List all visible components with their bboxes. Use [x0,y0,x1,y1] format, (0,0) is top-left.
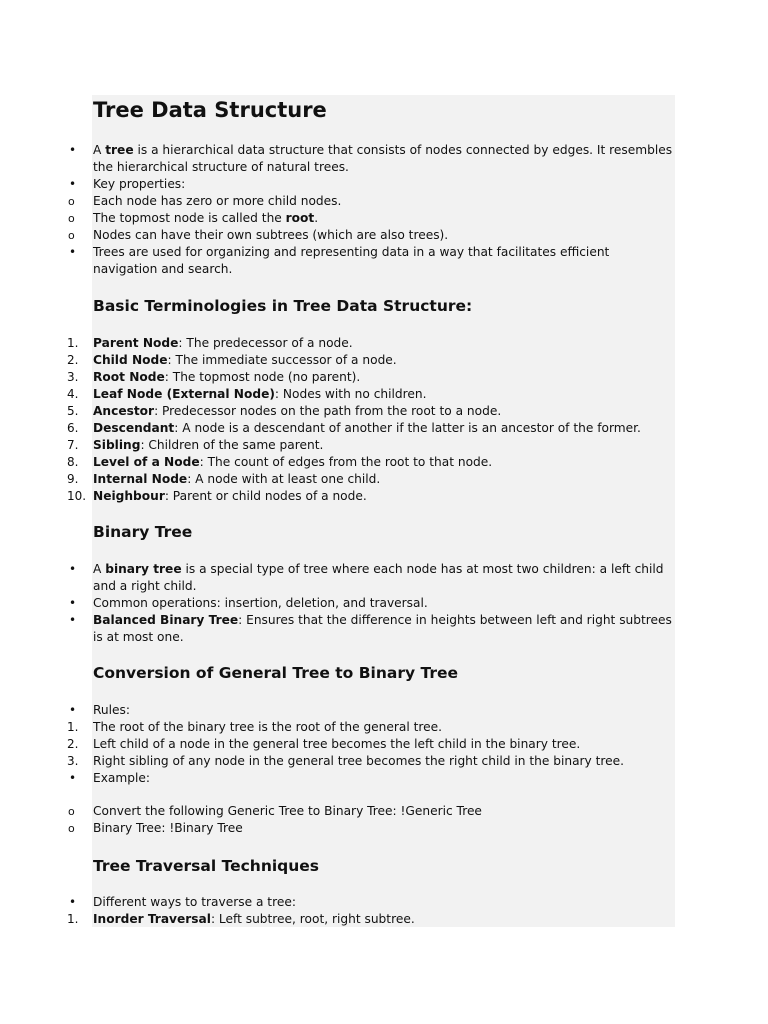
list-item-text [93,770,675,787]
list-marker: o [68,195,75,208]
list-item [0,561,768,595]
list-marker: • [69,703,77,717]
list-item-text [93,719,675,736]
list-item-text [93,488,675,505]
traversal-heading: Tree Traversal Techniques [93,857,320,875]
list-item-text [93,227,675,244]
list-item [0,420,768,437]
list-item-text [93,386,675,403]
text-segment: Nodes can have their own subtrees (which are also trees). [93,228,449,242]
list-item-text [93,193,675,210]
binary-tree-list [0,561,768,646]
text-segment: Convert the following Generic Tree to Binary Tree: !Generic Tree [93,804,482,818]
list-item [0,612,768,646]
list-item [0,227,768,244]
list-item [0,369,768,386]
list-item [0,352,768,369]
list-marker: o [68,229,75,242]
list-item-text [93,612,675,646]
list-marker: 4. [67,387,79,401]
bold-term: tree [105,143,134,157]
list-item [0,142,768,176]
list-item [0,770,768,787]
list-marker: 1. [67,720,79,734]
list-item-text [93,335,675,352]
bold-term: Leaf Node (External Node) [93,387,275,401]
text-segment: A [93,562,106,576]
bold-term: binary tree [105,562,182,576]
list-marker: 7. [67,438,79,452]
text-segment: : Nodes with no children. [274,387,427,401]
list-marker: 8. [67,455,79,469]
list-item [0,736,768,753]
list-item [0,702,768,719]
text-segment: : A node with at least one child. [187,472,381,486]
list-marker: o [68,805,75,818]
text-segment: : Ensures that the difference in heights between left and right subtrees is at most one. [93,613,672,644]
list-marker: 2. [67,353,79,367]
bold-term: root [285,211,315,225]
bold-term: Neighbour [93,489,165,503]
list-item [0,386,768,403]
list-marker: o [68,822,75,835]
list-item-text [93,561,675,595]
text-segment: Each node has zero or more child nodes. [93,194,342,208]
list-item [0,176,768,193]
text-segment: : The count of edges from the root to that node. [199,455,493,469]
list-marker: 10. [67,489,87,503]
bold-term: Child Node [93,353,168,367]
text-segment: : Children of the same parent. [140,438,324,452]
list-item [0,595,768,612]
list-item [0,210,768,227]
bold-term: Sibling [93,438,141,452]
text-segment: Binary Tree: !Binary Tree [93,821,243,835]
list-item [0,803,768,820]
text-segment: is a hierarchical data structure that consists of nodes connected by edges. It resembles the hierarchical structure of natural trees. [93,143,673,174]
list-item [0,193,768,210]
conversion-list [0,702,768,787]
list-item [0,454,768,471]
intro-list [0,142,768,278]
list-item [0,894,768,911]
list-marker: 3. [67,370,79,384]
list-marker: o [68,212,75,225]
list-item-text [93,894,675,911]
list-item-text [93,352,675,369]
text-segment: Different ways to traverse a tree: [93,895,296,909]
list-marker: 5. [67,404,79,418]
list-marker: • [69,596,77,610]
list-marker: 1. [67,912,79,926]
text-segment: is a special type of tree where each node has at most two children: a left child and a right child. [93,562,664,593]
text-segment: : A node is a descendant of another if the latter is an ancestor of the former. [174,421,641,435]
list-marker: • [69,771,77,785]
text-segment: The root of the binary tree is the root of the general tree. [93,720,443,734]
list-item [0,403,768,420]
list-marker: • [69,143,77,157]
list-marker: 9. [67,472,79,486]
list-marker: 3. [67,754,79,768]
list-marker: • [69,613,77,627]
text-segment: : The topmost node (no parent). [164,370,361,384]
list-item [0,719,768,736]
bold-term: Ancestor [93,404,155,418]
text-segment: Left child of a node in the general tree becomes the left child in the binary tree. [93,737,581,751]
list-item-text [93,142,675,176]
list-item-text [93,753,675,770]
terminology-heading: Basic Terminologies in Tree Data Structure: [93,297,473,315]
list-item [0,335,768,352]
conversion-example-list [0,803,768,837]
list-marker: 6. [67,421,79,435]
bold-term: Parent Node [93,336,179,350]
bold-term: Descendant [93,421,175,435]
bold-term: Balanced Binary Tree [93,613,239,627]
text-segment: Rules: [93,703,130,717]
list-item-text [93,471,675,488]
binary-tree-heading: Binary Tree [93,523,193,541]
list-item-text [93,244,675,278]
text-segment: Key properties: [93,177,186,191]
list-item-text [93,454,675,471]
list-item-text [93,369,675,386]
page-title: Tree Data Structure [93,98,327,122]
list-item-text [93,210,675,227]
list-marker: • [69,895,77,909]
list-item-text [93,911,675,928]
text-segment: : Predecessor nodes on the path from the root to a node. [154,404,502,418]
text-segment: : The immediate successor of a node. [167,353,397,367]
conversion-heading: Conversion of General Tree to Binary Tree [93,664,459,682]
list-item [0,437,768,454]
list-marker: 2. [67,737,79,751]
text-segment: : Left subtree, root, right subtree. [210,912,415,926]
text-segment: The topmost node is called the [93,211,286,225]
list-item [0,471,768,488]
bold-term: Inorder Traversal [93,912,211,926]
bold-term: Internal Node [93,472,188,486]
list-item [0,488,768,505]
list-marker: 1. [67,336,79,350]
list-item-text [93,820,675,837]
bold-term: Level of a Node [93,455,200,469]
text-segment: A [93,143,106,157]
text-segment: . [314,211,319,225]
list-item [0,753,768,770]
list-item-text [93,437,675,454]
text-segment: : Parent or child nodes of a node. [164,489,367,503]
list-item-text [93,176,675,193]
traversal-list [0,894,768,928]
list-item-text [93,403,675,420]
list-item [0,820,768,837]
text-segment: : The predecessor of a node. [178,336,353,350]
list-item-text [93,702,675,719]
list-marker: • [69,562,77,576]
list-item-text [93,595,675,612]
list-marker: • [69,177,77,191]
list-item-text [93,420,675,437]
list-item [0,911,768,928]
list-marker: • [69,245,77,259]
list-item-text [93,736,675,753]
list-item-text [93,803,675,820]
text-segment: Right sibling of any node in the general tree becomes the right child in the binary tree. [93,754,625,768]
text-segment: Example: [93,771,150,785]
list-item [0,244,768,278]
bold-term: Root Node [93,370,165,384]
terminology-list [0,335,768,505]
text-segment: Trees are used for organizing and representing data in a way that facilitates efficient navigation and search. [93,245,610,276]
text-segment: Common operations: insertion, deletion, and traversal. [93,596,428,610]
